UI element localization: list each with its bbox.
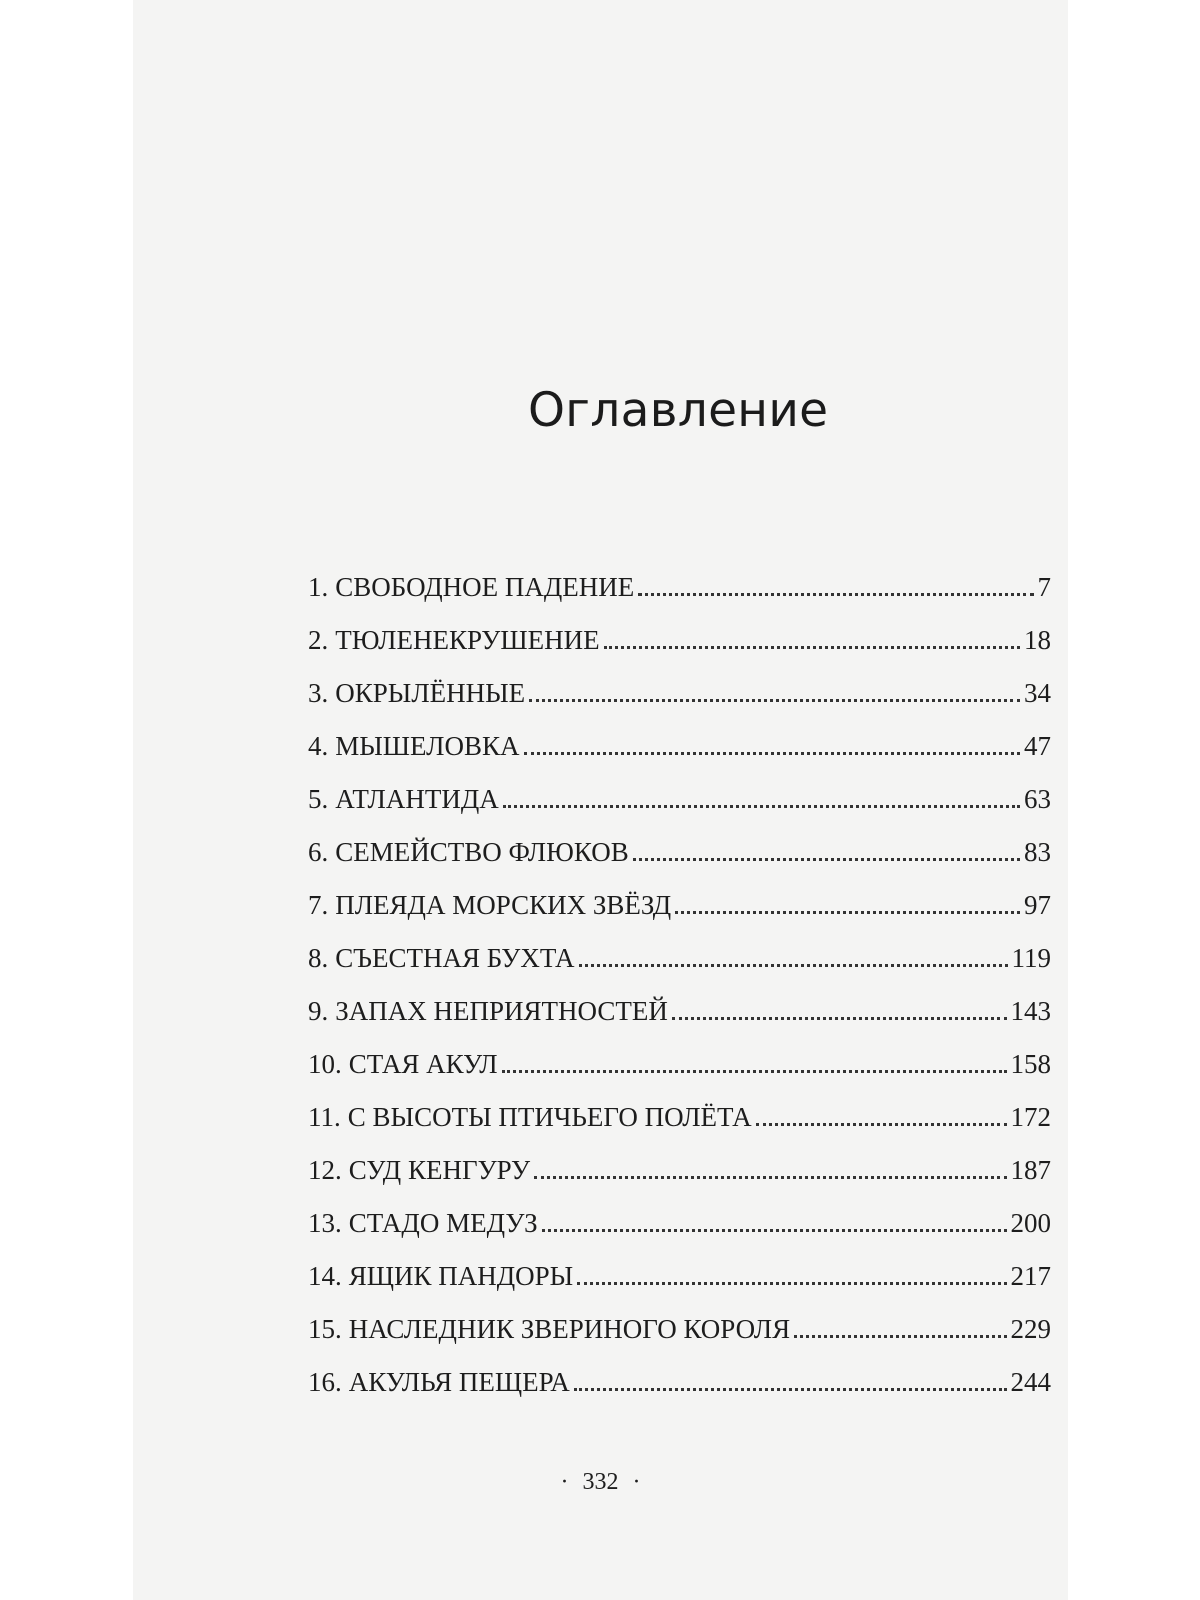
toc-entry-page: 63 — [1024, 784, 1051, 814]
toc-entry-page: 229 — [1010, 1314, 1051, 1344]
toc-entry-page: 18 — [1024, 625, 1051, 655]
toc-entry-page: 83 — [1024, 837, 1051, 867]
toc-entry-number: 14. — [308, 1261, 342, 1291]
toc-dot-leader — [675, 911, 1020, 914]
toc-entry — [308, 1314, 1051, 1367]
footer-separator-left: · — [560, 1469, 569, 1495]
toc-entry-number: 15. — [308, 1314, 342, 1344]
book-page — [133, 0, 1068, 1600]
toc-entry — [308, 890, 1051, 943]
toc-entry-label: ТЮЛЕНЕКРУШЕНИЕ — [335, 625, 600, 655]
toc-entry-number: 11. — [308, 1102, 341, 1132]
toc-entry-page: 244 — [1010, 1367, 1051, 1397]
toc-entry-label: МЫШЕЛОВКА — [335, 731, 520, 761]
toc-entry-number: 1. — [308, 572, 329, 602]
toc-entry-page: 200 — [1010, 1208, 1051, 1238]
toc-entry-number: 16. — [308, 1367, 342, 1397]
toc-dot-leader — [529, 699, 1020, 702]
toc-entry-label: ПЛЕЯДА МОРСКИХ ЗВЁЗД — [335, 890, 672, 920]
toc-entry — [308, 1049, 1051, 1102]
toc-dot-leader — [672, 1017, 1007, 1020]
toc-dot-leader — [633, 858, 1020, 861]
toc-entry-page: 143 — [1010, 996, 1051, 1026]
toc-entry — [308, 731, 1051, 784]
toc-entry-label: СТАЯ АКУЛ — [348, 1049, 498, 1079]
toc-dot-leader — [534, 1176, 1006, 1179]
toc-entry — [308, 625, 1051, 678]
toc-dot-leader — [579, 964, 1008, 967]
toc-entry-number: 4. — [308, 731, 329, 761]
toc-entry-label: СВОБОДНОЕ ПАДЕНИЕ — [335, 572, 635, 602]
page-number: 332 — [582, 1469, 619, 1495]
toc-entry-number: 12. — [308, 1155, 342, 1185]
toc-entry-label: СЪЕСТНАЯ БУХТА — [335, 943, 575, 973]
toc-entry-page: 7 — [1037, 572, 1051, 602]
toc-entry — [308, 1155, 1051, 1208]
toc-entry-label: НАСЛЕДНИК ЗВЕРИНОГО КОРОЛЯ — [348, 1314, 791, 1344]
toc-entry-number: 9. — [308, 996, 329, 1026]
toc-entry-number: 6. — [308, 837, 329, 867]
toc-entry-number: 10. — [308, 1049, 342, 1079]
toc-entry-page: 119 — [1011, 943, 1051, 973]
toc-dot-leader — [542, 1229, 1007, 1232]
toc-entry — [308, 678, 1051, 731]
toc-entry-page: 217 — [1010, 1261, 1051, 1291]
toc-entry — [308, 837, 1051, 890]
toc-entry — [308, 996, 1051, 1049]
toc-dot-leader — [604, 646, 1020, 649]
toc-dot-leader — [524, 752, 1020, 755]
toc-entry-number: 5. — [308, 784, 329, 814]
toc-entry-number: 13. — [308, 1208, 342, 1238]
toc-entry-label: СЕМЕЙСТВО ФЛЮКОВ — [335, 837, 629, 867]
toc-entry-page: 34 — [1024, 678, 1051, 708]
toc-entry-label: АТЛАНТИДА — [335, 784, 499, 814]
toc-entry-number: 7. — [308, 890, 329, 920]
toc-entry-page: 158 — [1010, 1049, 1051, 1079]
page-number-footer — [133, 1469, 1068, 1496]
toc-entry — [308, 784, 1051, 837]
toc-entry-label: С ВЫСОТЫ ПТИЧЬЕГО ПОЛЁТА — [347, 1102, 752, 1132]
toc-dot-leader — [503, 805, 1020, 808]
toc-entry — [308, 943, 1051, 996]
toc-entry-page: 47 — [1024, 731, 1051, 761]
toc-entry — [308, 1208, 1051, 1261]
toc-entry-label: СТАДО МЕДУЗ — [348, 1208, 538, 1238]
toc-dot-leader — [577, 1282, 1006, 1285]
toc-dot-leader — [574, 1388, 1007, 1391]
toc-entry-number: 8. — [308, 943, 329, 973]
toc-entry — [308, 1102, 1051, 1155]
toc-entry-label: СУД КЕНГУРУ — [348, 1155, 531, 1185]
toc-entry-page: 172 — [1010, 1102, 1051, 1132]
toc-entry-label: ЗАПАХ НЕПРИЯТНОСТЕЙ — [335, 996, 668, 1026]
toc-entry-label: АКУЛЬЯ ПЕЩЕРА — [348, 1367, 570, 1397]
toc-entry-number: 2. — [308, 625, 329, 655]
toc-entry — [308, 1367, 1051, 1420]
toc-entry — [308, 1261, 1051, 1314]
page-title: Оглавление — [528, 383, 829, 438]
toc-entry-page: 97 — [1024, 890, 1051, 920]
toc-entry — [308, 572, 1051, 625]
toc-dot-leader — [502, 1070, 1007, 1073]
toc-entry-number: 3. — [308, 678, 329, 708]
toc-dot-leader — [638, 593, 1033, 596]
toc-entry-label: ЯЩИК ПАНДОРЫ — [348, 1261, 574, 1291]
toc-dot-leader — [794, 1335, 1006, 1338]
toc-entry-label: ОКРЫЛЁННЫЕ — [335, 678, 526, 708]
toc-dot-leader — [756, 1123, 1007, 1126]
toc-entry-page: 187 — [1010, 1155, 1051, 1185]
table-of-contents — [308, 572, 1051, 1420]
footer-separator-right: · — [632, 1469, 641, 1495]
